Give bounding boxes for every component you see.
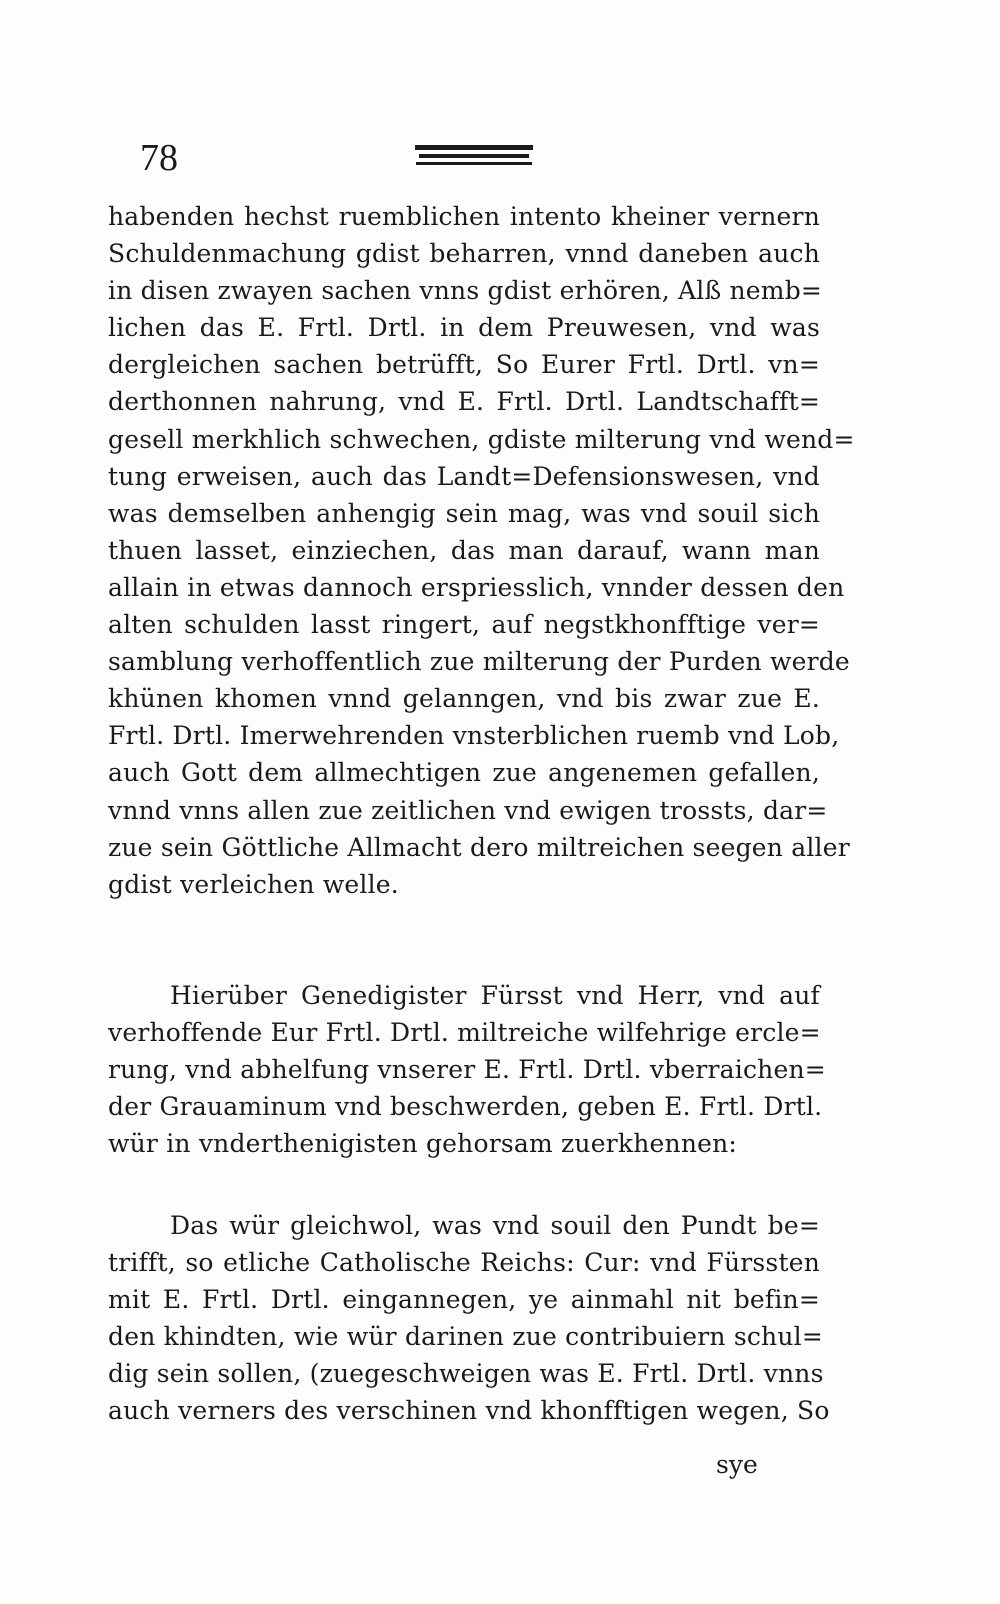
text-line: Schuldenmachung gdist beharren, vnnd daneben auch xyxy=(108,239,820,269)
text-line: tung erweisen, auch das Landt=Defensionswesen, vnd xyxy=(108,461,820,491)
page-number: 78 xyxy=(140,137,178,179)
text-line: wür in vnderthenigisten gehorsam zuerkhennen: xyxy=(108,1129,738,1159)
text-line: zue sein Göttliche Allmacht dero miltreichen seegen aller xyxy=(108,832,850,862)
text-line: verhoffende Eur Frtl. Drtl. miltreiche wilfehrige ercle= xyxy=(108,1018,821,1048)
ornament-bar xyxy=(419,154,529,158)
text-line: was demselben anhengig sein mag, was vnd souil sich xyxy=(108,498,820,528)
paragraph-3 xyxy=(108,1207,830,1430)
text-line: Frtl. Drtl. Imerwehrenden vnsterblichen ruemb vnd Lob, xyxy=(108,721,840,751)
ornament-bar xyxy=(415,145,533,150)
text-line: thuen lasset, einziechen, das man darauf, wann man xyxy=(108,535,820,565)
text-line: trifft, so etliche Catholische Reichs: Cur: vnd Fürssten xyxy=(108,1248,820,1278)
header-ornament-rule xyxy=(415,145,533,169)
text-line: khünen khomen vnnd gelanngen, vnd bis zwar zue E. xyxy=(108,684,820,714)
text-line: samblung verhoffentlich zue milterung der Purden werde xyxy=(108,647,850,677)
text-line: lichen das E. Frtl. Drtl. in dem Preuwesen, vnd was xyxy=(108,313,820,343)
paragraph-1 xyxy=(108,198,855,903)
text-line: mit E. Frtl. Drtl. eingannegen, ye ainmahl nit befin= xyxy=(108,1285,820,1315)
text-line: gesell merkhlich schwechen, gdiste milterung vnd wend= xyxy=(108,424,855,454)
ornament-bar xyxy=(416,162,532,165)
catchword: sye xyxy=(716,1450,758,1479)
text-line: der Grauaminum vnd beschwerden, geben E. Frtl. Drtl. xyxy=(108,1092,823,1122)
text-line: habenden hechst ruemblichen intento kheiner vernern xyxy=(108,202,820,231)
text-line: Hierüber Genedigister Fürsst vnd Herr, vnd auf xyxy=(170,981,820,1010)
text-line: derthonnen nahrung, vnd E. Frtl. Drtl. Landtschafft= xyxy=(108,387,820,417)
text-line: allain in etwas dannoch erspriesslich, vnnder dessen den xyxy=(108,572,845,602)
text-line: dergleichen sachen betrüfft, So Eurer Frtl. Drtl. vn= xyxy=(108,350,820,380)
text-line: dig sein sollen, (zuegeschweigen was E. Frtl. Drtl. vnns xyxy=(108,1359,824,1389)
text-line: in disen zwayen sachen vnns gdist erhören, Alß nemb= xyxy=(108,276,823,306)
text-line: Das wür gleichwol, was vnd souil den Pundt be= xyxy=(170,1211,820,1240)
text-line: rung, vnd abhelfung vnserer E. Frtl. Drtl. vberraichen= xyxy=(108,1055,826,1085)
text-line: vnnd vnns allen zue zeitlichen vnd ewigen trossts, dar= xyxy=(108,795,828,825)
text-line: gdist verleichen welle. xyxy=(108,869,399,899)
text-line: auch Gott dem allmechtigen zue angenemen gefallen, xyxy=(108,758,820,788)
text-line: alten schulden lasst ringert, auf negstkhonfftige ver= xyxy=(108,610,820,640)
paragraph-2 xyxy=(108,977,826,1162)
text-line: auch verners des verschinen vnd khonfftigen wegen, So xyxy=(108,1396,830,1426)
text-line: den khindten, wie wür darinen zue contribuiern schul= xyxy=(108,1322,823,1352)
